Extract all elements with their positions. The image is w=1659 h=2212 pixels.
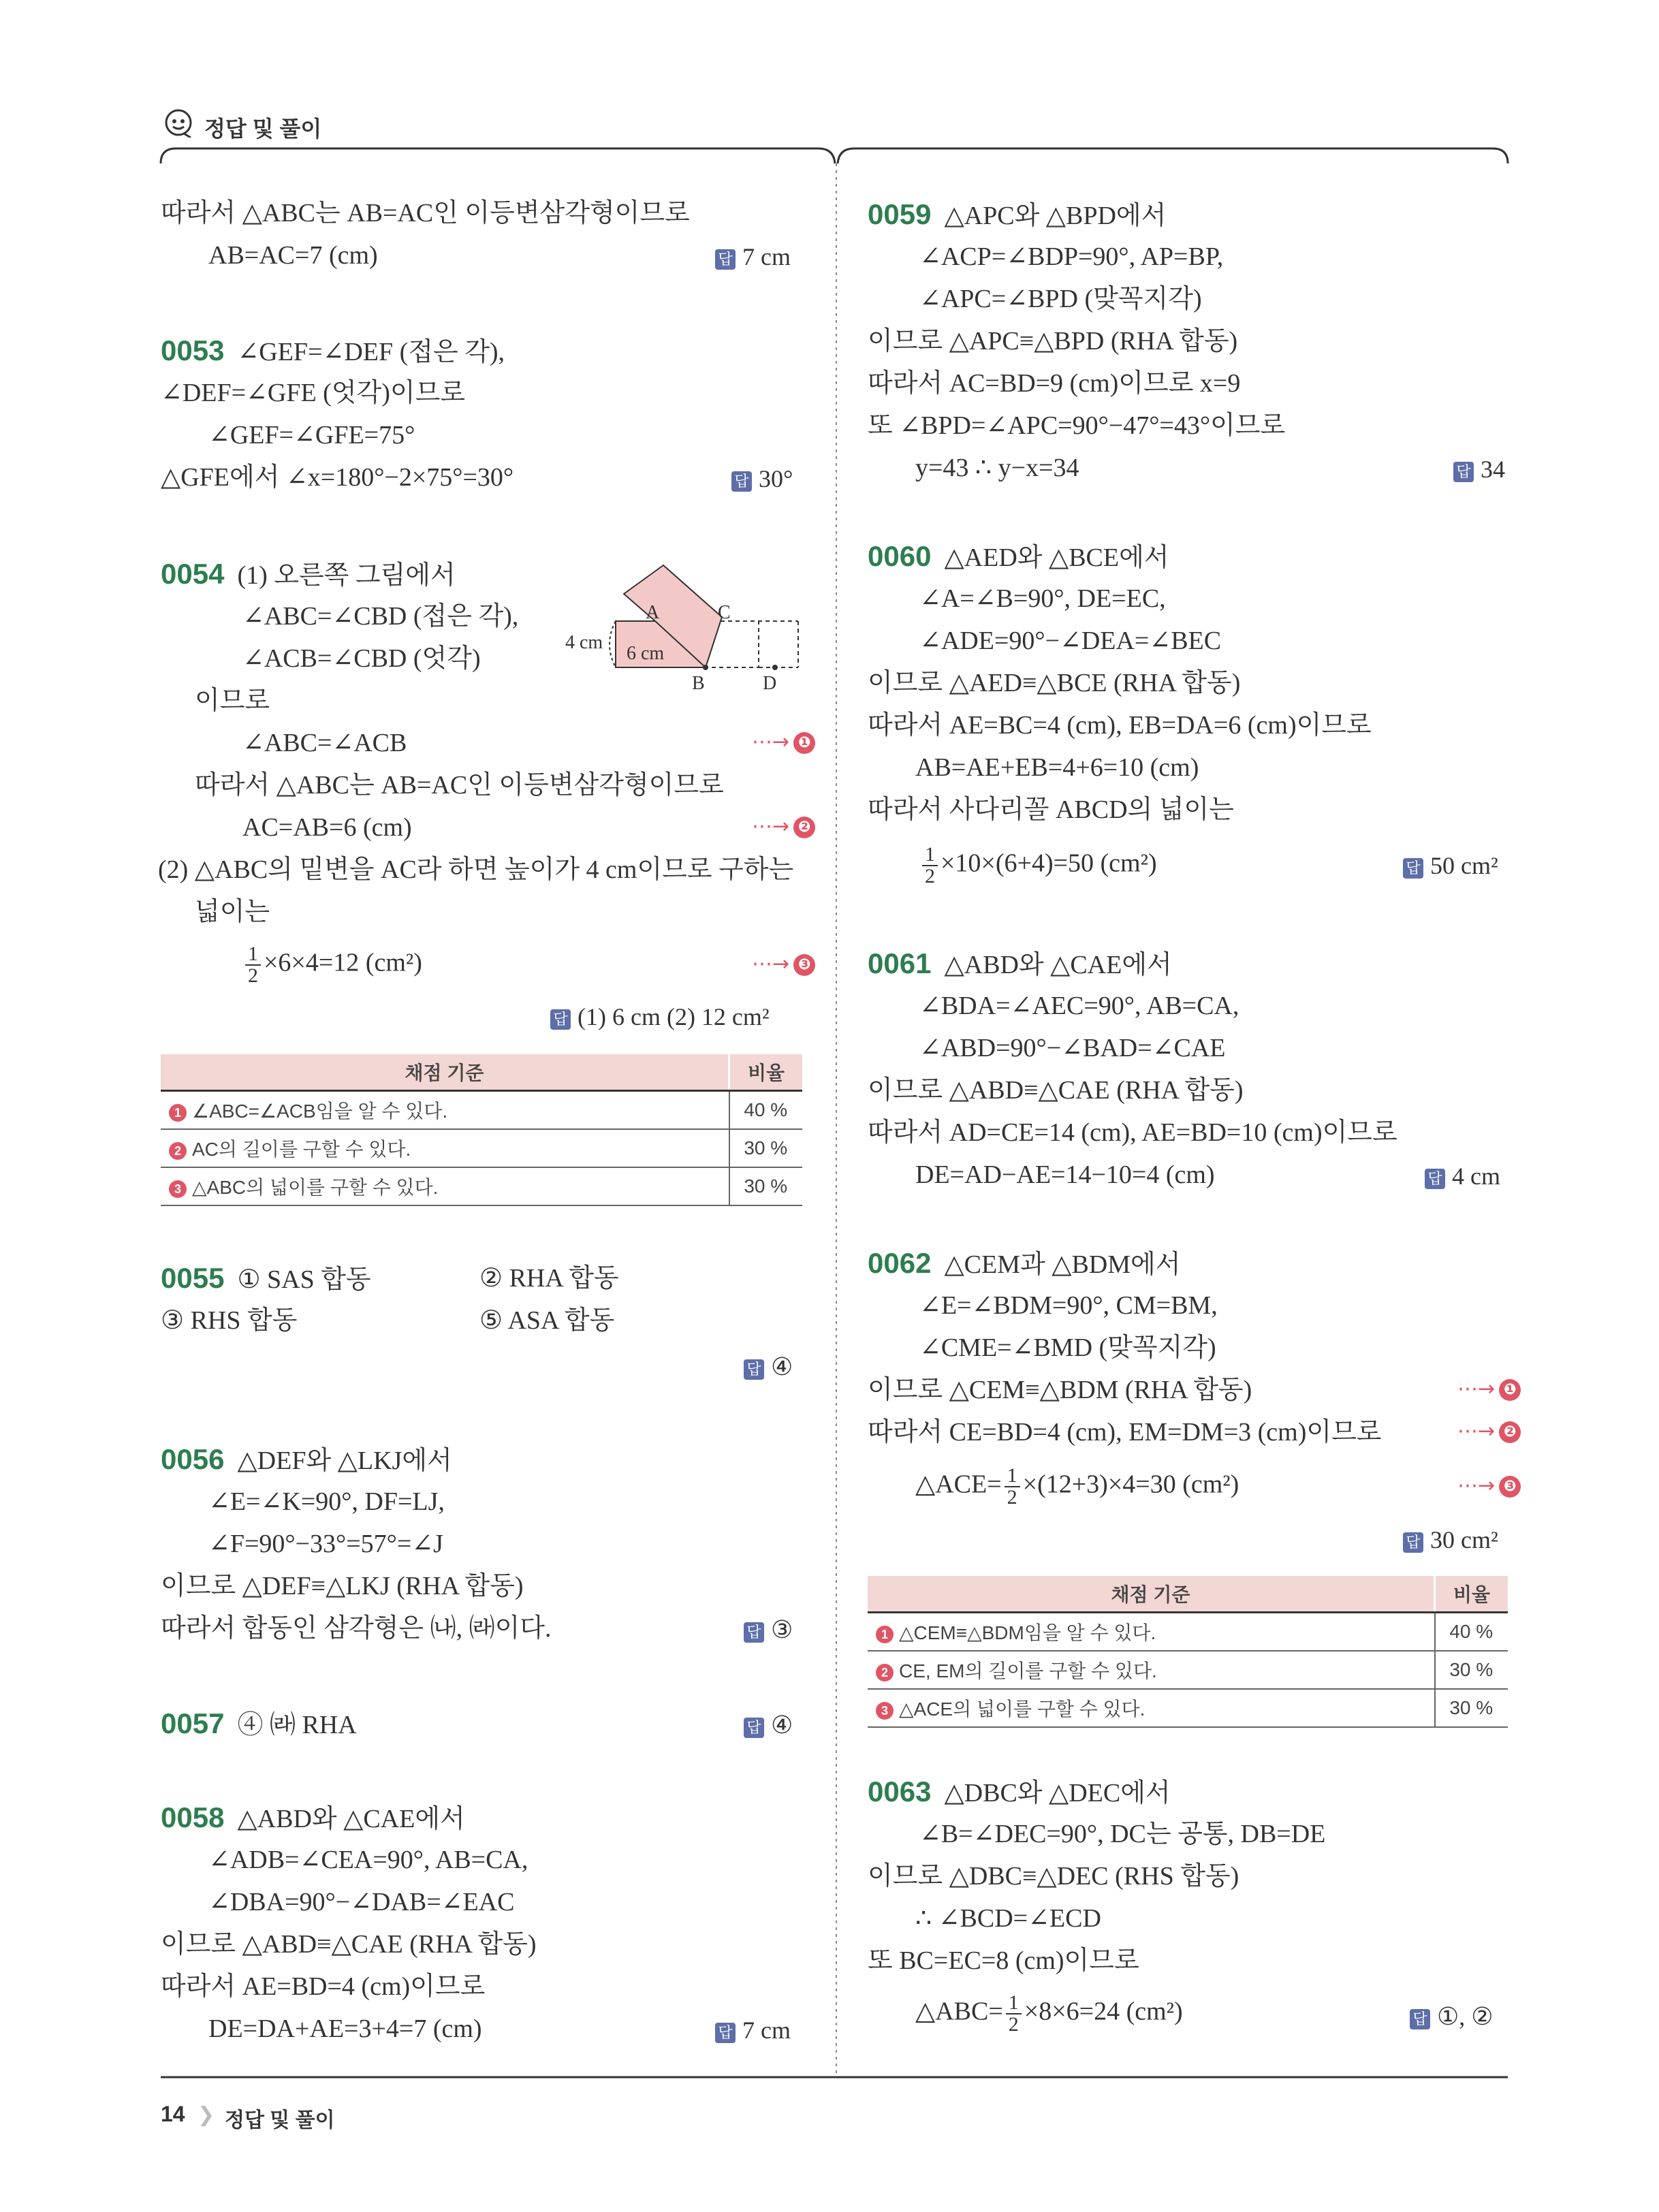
p0061-line6: DE=AD−AE=14−10=4 (cm) (915, 1160, 1215, 1189)
p0059-line6: 또 ∠BPD=∠APC=90°−47°=43°이므로 (868, 411, 1286, 440)
choice: ① SAS 합동 (237, 1265, 371, 1294)
answer-box-icon: 답 (1410, 2009, 1430, 2029)
mark-1: ⋯→ ❶ (752, 730, 815, 754)
p0062-line4: 이므로 △CEM≡△BDM (RHA 합동) (868, 1376, 1252, 1404)
label-b: B (692, 673, 705, 694)
p0061-line4: 이므로 △ABD≡△CAE (RHA 합동) (868, 1076, 1244, 1105)
fraction: $\frac{1}{2}$ (922, 844, 938, 887)
mark-2: ⋯→ ❷ (752, 815, 815, 838)
mark-3: ⋯→ ❸ (752, 952, 815, 976)
p0055-choice5: ⑤ ASA 합동 (479, 1306, 615, 1335)
problem-number: 0061 (868, 947, 932, 979)
table-row: 3 △ABC의 넓이를 구할 수 있다. 30 % (161, 1167, 802, 1205)
fraction: $\frac{1}{2}$ (1005, 1466, 1020, 1508)
p0059-line3: ∠APC=∠BPD (맞꼭지각) (919, 285, 1202, 313)
answer-box-icon: 답 (1403, 858, 1423, 879)
p0054-line2: ∠ABC=∠CBD (접은 각), (242, 602, 519, 631)
p0053-line2: ∠DEF=∠GFE (엇각)이므로 (161, 379, 466, 407)
criteria-header: 채점 기준 (161, 1054, 729, 1091)
p0053-line4: △GFE에서 ∠x=180°−2×75°=30° (161, 463, 514, 492)
p0058-line5: 따라서 AE=BD=4 (cm)이므로 (161, 1972, 486, 2001)
problem-0063 (868, 1776, 1171, 1809)
mark-2: ⋯→ ❷ (1457, 1419, 1521, 1443)
answer-box-icon: 답 (1425, 1169, 1445, 1189)
p0054-line4: 이므로 (195, 686, 270, 715)
problem-number: 0053 (161, 334, 225, 366)
p0063-line6: △ABC= $\frac{1}{2}$ ×8×6=24 (cm²) (915, 1991, 1183, 2036)
problem-number: 0056 (161, 1443, 225, 1475)
problem-number: 0058 (161, 1801, 225, 1833)
page-number: 14 (161, 2102, 185, 2126)
answer-box-icon: 답 (744, 1718, 764, 1738)
line: ④ ㈑ RHA (237, 1711, 357, 1739)
ratio-header: 비율 (1435, 1576, 1508, 1613)
label-c: C (718, 602, 731, 623)
p0056-line5: 따라서 합동인 삼각형은 ㈏, ㈑이다. (161, 1614, 552, 1643)
problem-0060 (868, 541, 1169, 573)
p0055-choice2: ② RHA 합동 (479, 1264, 619, 1293)
p0062-line3: ∠CME=∠BMD (맞꼭지각) (919, 1333, 1216, 1362)
problem-0057 (161, 1708, 357, 1741)
answer-box-icon: 답 (1403, 1532, 1423, 1553)
label-4cm: 4 cm (565, 632, 603, 653)
answer-box-icon: 답 (715, 249, 736, 270)
problem-number: 0055 (161, 1262, 225, 1294)
p0059-answer: 답 34 (1453, 455, 1505, 484)
line: △DEF와 △LKJ에서 (237, 1447, 452, 1475)
p0063-line5: 또 BC=EC=8 (cm)이므로 (868, 1946, 1139, 1975)
p0059-line7: y=43 ∴ y−x=34 (915, 454, 1079, 482)
table-row: 3 △ACE의 넓이를 구할 수 있다. 30 % (868, 1689, 1508, 1727)
p0061-line5: 따라서 AD=CE=14 (cm), AE=BD=10 (cm)이므로 (868, 1118, 1397, 1147)
p0055-answer: 답 ④ (744, 1353, 793, 1381)
label-d: D (763, 673, 777, 694)
p0060-line2: ∠A=∠B=90°, DE=EC, (919, 584, 1166, 613)
p0061-line3: ∠ABD=90°−∠BAD=∠CAE (919, 1034, 1226, 1062)
p0061-line2: ∠BDA=∠AEC=90°, AB=CA, (919, 992, 1239, 1020)
answer-box-icon: 답 (715, 2023, 736, 2043)
p0061-answer: 답 4 cm (1425, 1162, 1500, 1190)
p0054-line7: AC=AB=6 (cm) (242, 813, 412, 842)
problem-0058 (161, 1802, 465, 1835)
criteria-table-0062 (868, 1576, 1508, 1728)
line: △DBC와 △DEC에서 (944, 1779, 1171, 1807)
line: △CEM과 △BDM에서 (944, 1250, 1181, 1279)
mark-1: ⋯→ ❶ (1457, 1377, 1521, 1401)
line: (1) 오른쪽 그림에서 (237, 561, 456, 590)
p0060-line6: AB=AE+EB=4+6=10 (cm) (915, 753, 1199, 782)
chevron-right-icon: ❯ (198, 2103, 215, 2127)
p0063-line3: 이므로 △DBC≡△DEC (RHS 합동) (868, 1862, 1239, 1891)
p0060-line5: 따라서 AE=BC=4 (cm), EB=DA=6 (cm)이므로 (868, 711, 1372, 740)
label-6cm: 6 cm (627, 643, 665, 664)
p0060-line3: ∠ADE=90°−∠DEA=∠BEC (919, 627, 1222, 655)
intro-answer: 답 7 cm (715, 242, 791, 271)
ratio-header: 비율 (729, 1054, 803, 1091)
p0056-answer: 답 ③ (744, 1615, 793, 1644)
answer-box-icon: 답 (744, 1359, 764, 1380)
p0054-line5: ∠ABC=∠ACB (242, 729, 407, 757)
p0062-line2: ∠E=∠BDM=90°, CM=BM, (919, 1291, 1218, 1320)
p0058-line6: DE=DA+AE=3+4=7 (cm) (208, 2014, 482, 2043)
p0059-line4: 이므로 △APC≡△BPD (RHA 합동) (868, 327, 1238, 356)
p0062-answer: 답 30 cm² (1403, 1526, 1498, 1554)
problem-number: 0062 (868, 1247, 932, 1279)
p0054-line8: (2) △ABC의 밑변을 AC라 하면 높이가 4 cm이므로 구하는 (158, 855, 794, 884)
problem-0062 (868, 1248, 1180, 1280)
problem-0053 (161, 335, 505, 368)
p0060-line8: $\frac{1}{2}$ ×10×(6+4)=50 (cm²) (919, 844, 1157, 887)
p0059-line2: ∠ACP=∠BDP=90°, AP=BP, (919, 242, 1224, 271)
folded-paper-figure (558, 558, 817, 695)
p0054-answer: 답 (1) 6 cm (2) 12 cm² (550, 1002, 770, 1031)
intro-line1: 따라서 △ABC는 AB=AC인 이등변삼각형이므로 (161, 199, 690, 227)
answer-box-icon: 답 (1453, 462, 1474, 482)
p0062-line6: △ACE= $\frac{1}{2}$ ×(12+3)×4=30 (cm²) (915, 1464, 1239, 1508)
problem-number: 0054 (161, 558, 225, 590)
problem-0056 (161, 1444, 452, 1476)
table-row: 2 AC의 길이를 구할 수 있다. 30 % (161, 1129, 802, 1167)
p0059-line5: 따라서 AC=BD=9 (cm)이므로 x=9 (868, 369, 1241, 398)
p0054-line9: 넓이는 (195, 898, 270, 926)
p0053-answer: 답 30° (731, 464, 793, 493)
p0057-answer: 답 ④ (744, 1711, 793, 1739)
p0058-line2: ∠ADB=∠CEA=90°, AB=CA, (208, 1846, 528, 1874)
criteria-table-0054 (161, 1054, 802, 1206)
table-row: 1 △CEM≡△BDM임을 알 수 있다. 40 % (868, 1613, 1508, 1652)
line: △ABD와 △CAE에서 (237, 1805, 465, 1833)
intro-line2: AB=AC=7 (cm) (208, 241, 378, 270)
p0063-line2: ∠B=∠DEC=90°, DC는 공통, DB=DE (919, 1820, 1326, 1848)
answer-box-icon: 답 (550, 1009, 571, 1030)
problem-number: 0057 (161, 1707, 225, 1739)
table-row: 2 CE, EM의 길이를 구할 수 있다. 30 % (868, 1651, 1508, 1689)
p0063-line4: ∴ ∠BCD=∠ECD (915, 1904, 1101, 1933)
p0055-choice3: ③ RHS 합동 (161, 1306, 298, 1335)
mark-3: ⋯→ ❸ (1457, 1474, 1521, 1498)
problem-0061 (868, 948, 1172, 981)
footer-title: 정답 및 풀이 (225, 2109, 335, 2132)
fraction: $\frac{1}{2}$ (245, 944, 261, 986)
p0054-line10: $\frac{1}{2}$ ×6×4=12 (cm²) (242, 944, 422, 986)
criteria-header: 채점 기준 (868, 1576, 1435, 1613)
table-row: 1 ∠ABC=∠ACB임을 알 수 있다. 40 % (161, 1091, 802, 1130)
p0058-answer: 답 7 cm (715, 2016, 791, 2044)
line: ∠GEF=∠DEF (접은 각), (237, 338, 505, 366)
problem-0055 (161, 1263, 371, 1295)
line: △ABD와 △CAE에서 (944, 951, 1172, 979)
header-title: 정답 및 풀이 (204, 116, 322, 141)
p0056-line3: ∠F=90°−33°=57°=∠J (208, 1530, 443, 1558)
p0060-line7: 따라서 사다리꼴 ABCD의 넓이는 (868, 795, 1234, 824)
problem-number: 0060 (868, 540, 932, 572)
p0058-line3: ∠DBA=90°−∠DAB=∠EAC (208, 1888, 515, 1916)
p0056-line2: ∠E=∠K=90°, DF=LJ, (208, 1487, 445, 1516)
p0060-answer: 답 50 cm² (1403, 851, 1498, 880)
p0054-line6: 따라서 △ABC는 AB=AC인 이등변삼각형이므로 (195, 771, 724, 800)
label-a: A (646, 602, 660, 623)
answer-box-icon: 답 (731, 471, 752, 492)
line: △APC와 △BPD에서 (944, 202, 1167, 230)
p0060-line4: 이므로 △AED≡△BCE (RHA 합동) (868, 669, 1241, 697)
p0053-line3: ∠GEF=∠GFE=75° (208, 421, 415, 449)
p0058-line4: 이므로 △ABD≡△CAE (RHA 합동) (161, 1930, 537, 1959)
p0063-answer: 답 ①, ② (1410, 2002, 1494, 2031)
problem-0054 (161, 558, 456, 591)
fraction: $\frac{1}{2}$ (1006, 1993, 1022, 2035)
p0054-line3: ∠ACB=∠CBD (엇각) (242, 644, 481, 673)
answer-box-icon: 답 (744, 1622, 764, 1643)
p0056-line4: 이므로 △DEF≡△LKJ (RHA 합동) (161, 1572, 524, 1600)
line: △AED와 △BCE에서 (944, 543, 1169, 572)
p0062-line5: 따라서 CE=BD=4 (cm), EM=DM=3 (cm)이므로 (868, 1418, 1382, 1447)
problem-number: 0063 (868, 1775, 932, 1807)
problem-number: 0059 (868, 198, 932, 230)
problem-0059 (868, 199, 1166, 232)
